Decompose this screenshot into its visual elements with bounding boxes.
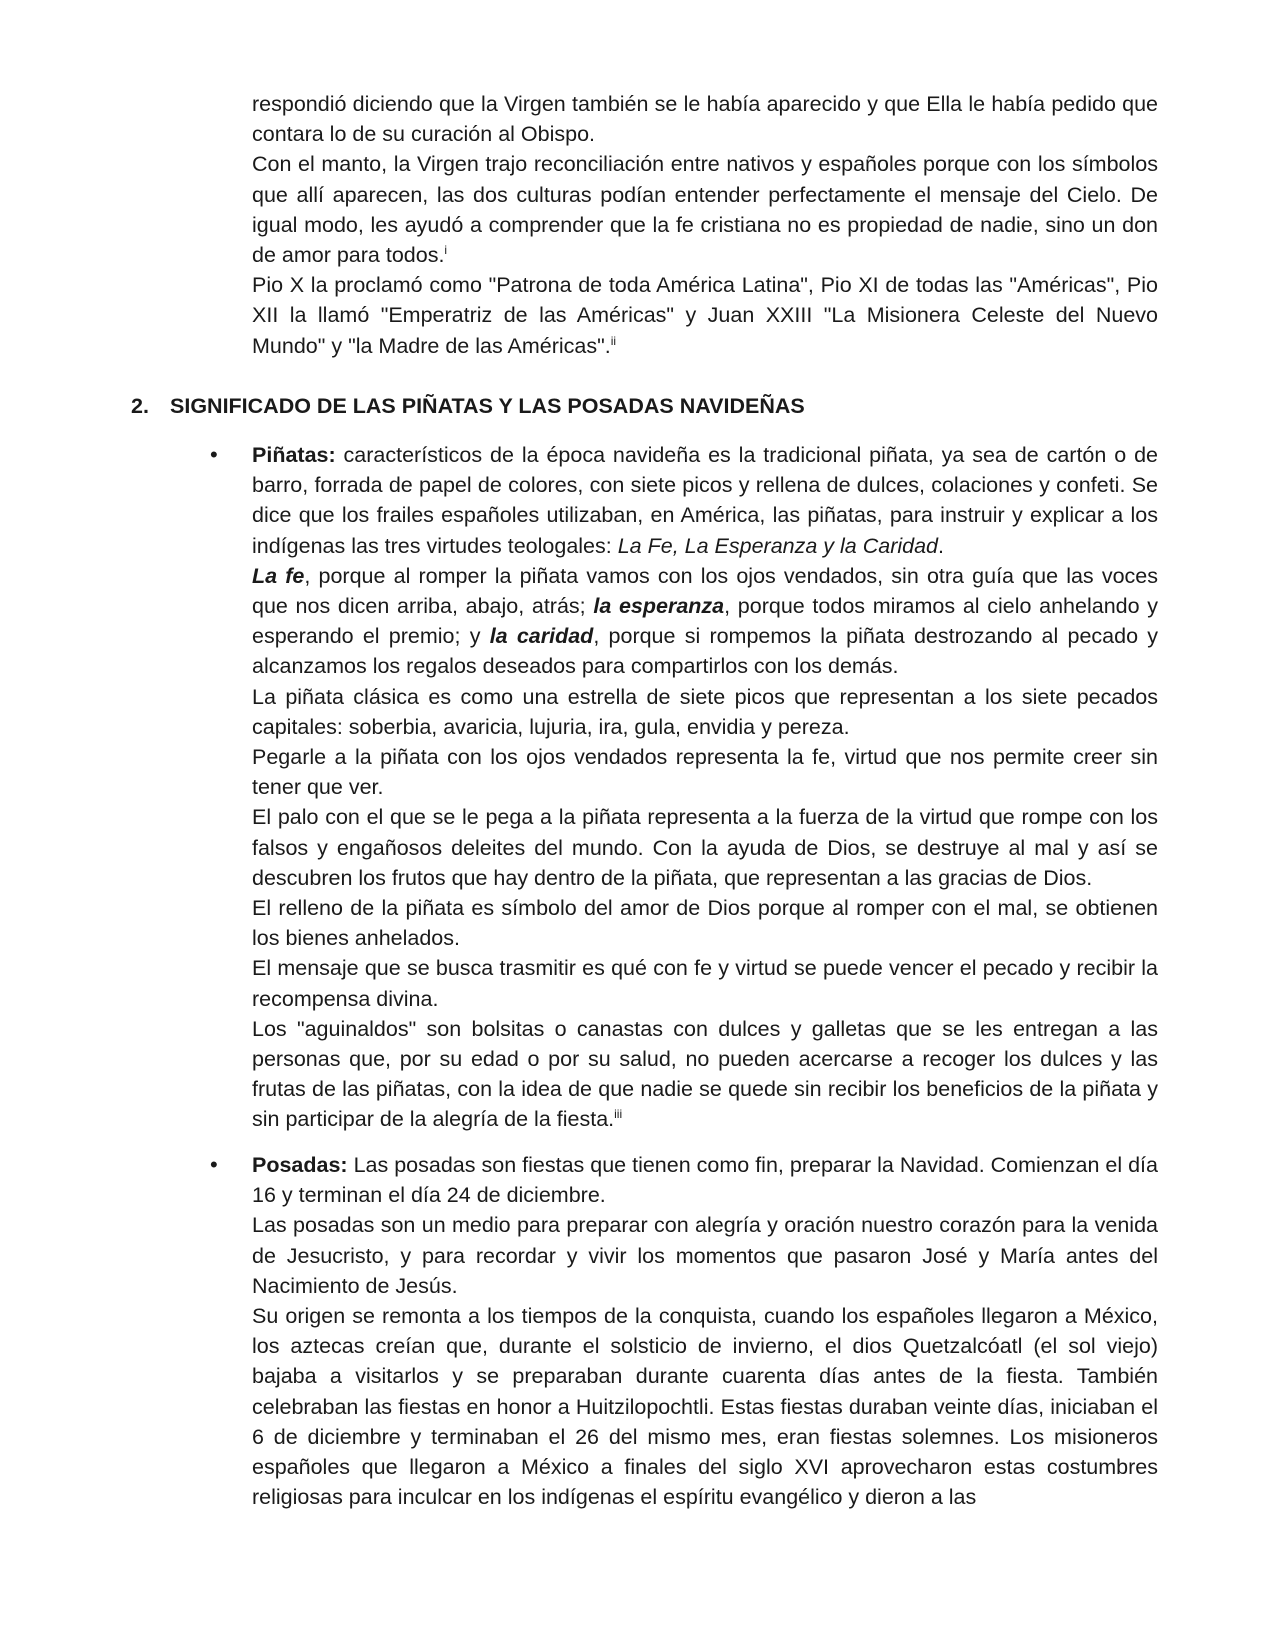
footnote-ref[interactable]: iii — [614, 1107, 623, 1122]
section-number: 2. — [131, 394, 149, 418]
posadas-paragraph-2: Las posadas son un medio para preparar con alegría y oración nuestro corazón para la venida de Jesucristo, y para recordar y vivir los momentos que pasaron José y María antes del Nacimiento de Jesús. — [252, 1213, 1158, 1298]
footnote-ref[interactable]: i — [444, 243, 448, 258]
pinatas-label: Piñatas: — [252, 443, 336, 467]
term-fe: La fe — [252, 563, 305, 588]
intro-section — [252, 89, 1158, 361]
term-caridad: la caridad — [489, 624, 594, 649]
pinatas-paragraph-4: Pegarle a la piñata con los ojos vendados representa la fe, virtud que nos permite creer sin tener que ver. — [252, 745, 1158, 800]
intro-paragraph-2: Con el manto, la Virgen trajo reconciliación entre nativos y españoles porque con los símbolos que allí aparecen, las dos culturas podían entender perfectamente el mensaje del Cielo. De igual modo, les ayudó a comprender que la fe cristiana no es propiedad de nadie, sino un don de amor para todos.$^i$ — [252, 152, 1158, 268]
pinatas-body — [252, 440, 1158, 1135]
posadas-label: Posadas: — [252, 1153, 348, 1177]
virtues-text: La Fe, La Esperanza y la Caridad — [617, 533, 939, 558]
pinatas-paragraph-3: La piñata clásica es como una estrella de siete picos que representan a los siete pecados capitales: soberbia, avaricia, lujuria, ira, gula, envidia y pereza. — [252, 684, 1158, 739]
pinatas-paragraph-2: La fe, porque al romper la piñata vamos con los ojos vendados, sin otra guía que las voces que nos dicen arriba, abajo, atrás; la esperanza, porque todos miramos al cielo anhelando y esperando el premio; y la caridad, porque si rompemos la piñata destrozando al pecado y alcanzamos los regalos deseados para compartirlos con los demás. — [252, 563, 1159, 679]
footnote-ref[interactable]: ii — [610, 333, 617, 348]
pinatas-paragraph-7: El mensaje que se busca trasmitir es qué con fe y virtud se puede vencer el pecado y recibir la recompensa divina. — [252, 956, 1158, 1011]
posadas-paragraph-3: Su origen se remonta a los tiempos de la conquista, cuando los españoles llegaron a México, los aztecas creían que, durante el solsticio de invierno, el dios Quetzalcóatl (el sol viejo) bajaba a visitarlos y se preparaban durante cuarenta días antes de la fiesta. También celebraban las fiestas en honor a Huitzilopochtli. Estas fiestas duraban veinte días, iniciaban el 6 de diciembre y terminaban el 26 del mismo mes, eran fiestas solemnes. Los misioneros españoles que llegaron a México a finales del siglo XVI aprovecharon estas costumbres religiosas para inculcar en los indígenas el espíritu evangélico y dieron a las — [252, 1304, 1158, 1510]
pinatas-paragraph-5: El palo con el que se le pega a la piñata representa a la fuerza de la virtud que rompe con los falsos y engañosos deleites del mundo. Con la ayuda de Dios, se destruye al mal y así se descubren los frutos que hay dentro de la piñata, que representan a las gracias de Dios. — [252, 805, 1158, 890]
section-title: SIGNIFICADO DE LAS PIÑATAS Y LAS POSADAS NAVIDEÑAS — [170, 394, 805, 418]
posadas-body — [252, 1150, 1158, 1512]
bullet-icon: • — [210, 442, 218, 467]
posadas-paragraph-1: Posadas: Las posadas son fiestas que tienen como fin, preparar la Navidad. Comienzan el día 16 y terminan el día 24 de diciembre. — [252, 1153, 1158, 1208]
term-esperanza: la esperanza — [593, 594, 725, 619]
pinatas-paragraph-1: Piñatas: característicos de la época navideña es la tradicional piñata, ya sea de cartón o de barro, forrada de papel de colores, con siete picos y rellena de dulces, colaciones y confeti. Se dice que los frailes españoles utilizaban, en América, las piñatas, para instruir y explicar a los indígenas las tres virtudes teologales: La Fe, La Esperanza y la Caridad. — [252, 443, 1158, 558]
bullet-icon: • — [210, 1152, 218, 1177]
intro-paragraph-1: respondió diciendo que la Virgen también se le había aparecido y que Ella le había pedido que contara lo de su curación al Obispo. — [252, 92, 1158, 147]
pinatas-paragraph-6: El relleno de la piñata es símbolo del amor de Dios porque al romper con el mal, se obtienen los bienes anhelados. — [252, 896, 1158, 951]
intro-paragraph-3: Pio X la proclamó como "Patrona de toda América Latina", Pio XI de todas las "Américas", Pio XII la llamó "Emperatriz de las Américas" y Juan XXIII "La Misionera Celeste del Nuevo Mundo" y "la Madre de las Américas".$^{ii}$ — [252, 273, 1158, 358]
section-heading — [131, 391, 1131, 421]
pinatas-paragraph-8: Los "aguinaldos" son bolsitas o canastas con dulces y galletas que se les entregan a las personas que, por su edad o por su salud, no pueden acercarse a recoger los dulces y las frutas de las piñatas, con la idea de que nadie se quede sin recibir los beneficios de la piñata y sin participar de la alegría de la fiesta.$^{iii}$ — [252, 1016, 1158, 1132]
